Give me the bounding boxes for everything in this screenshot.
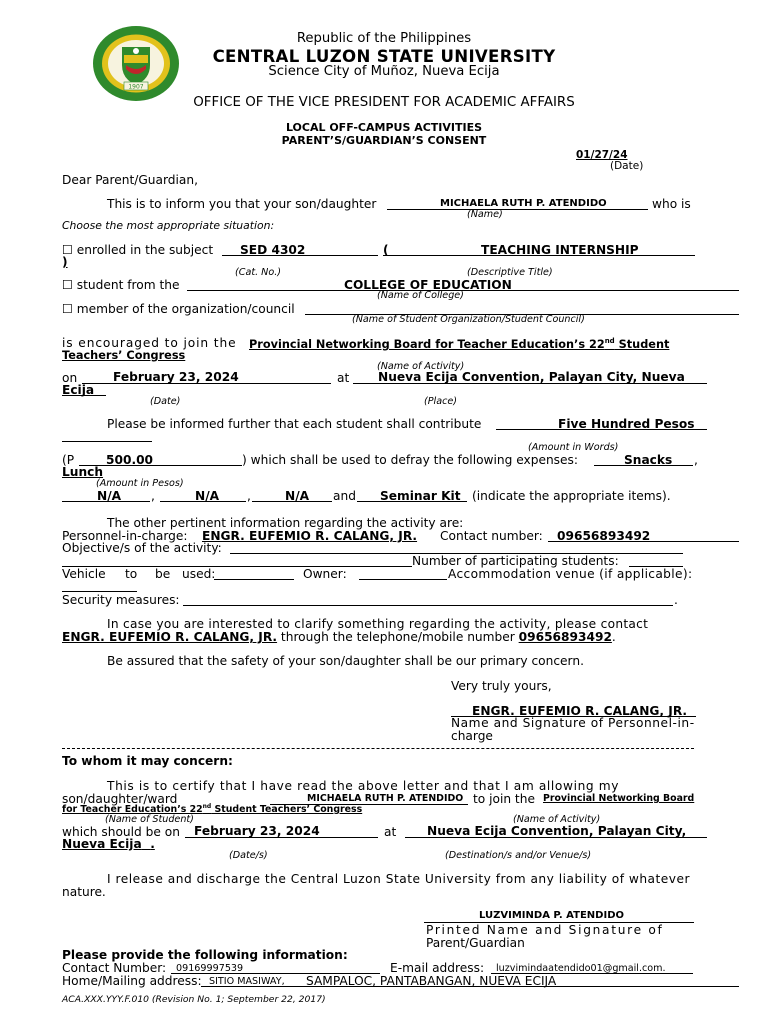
amount-words-caption: (Amount in Words) <box>528 442 619 453</box>
reply-activity-line1: Provincial Networking Board <box>543 793 695 804</box>
reply-student-name: MICHAELA RUTH P. ATENDIDO <box>307 793 464 804</box>
name-caption: (Name) <box>467 209 503 220</box>
activity-name-line1: Provincial Networking Board for Teacher Education’s 22nd Student <box>249 337 670 351</box>
p-open: (P <box>62 453 75 467</box>
expense-seminar-kit: Seminar Kit <box>380 489 461 503</box>
parent-name: LUZVIMINDA P. ATENDIDO <box>479 910 624 921</box>
email-label: E-mail address: <box>390 961 485 975</box>
activity-place-line2: Ecija <box>62 383 95 397</box>
reply-activity-line2: for Teacher Education’s 22nd Student Teachers’ Congress <box>62 803 363 816</box>
date-value: 01/27/24 <box>576 149 628 161</box>
student-name: MICHAELA RUTH P. ATENDIDO <box>440 198 607 209</box>
at-label: at <box>337 371 350 385</box>
activity-date-caption: (Date) <box>150 396 181 407</box>
expense-snacks: Snacks <box>624 453 673 467</box>
pic-label: Personnel-in-charge: <box>62 529 188 543</box>
reply-date: February 23, 2024 <box>194 824 320 838</box>
home-value-2: SAMPALOC, PANTABANGAN, NUEVA ECIJA <box>306 974 557 988</box>
which-label: which should be on <box>62 825 180 839</box>
expenses-middle: ) which shall be used to defray the following expenses: <box>242 453 578 467</box>
certify-text: This is to certify that I have read the above letter and that I am allowing my <box>107 779 620 793</box>
title-value: TEACHING INTERNSHIP <box>481 243 639 257</box>
home-label: Home/Mailing address: <box>62 974 202 988</box>
title-open-paren: ( <box>383 243 389 257</box>
email-value: luzvimindaatendido01@gmail.com. <box>496 963 666 974</box>
cat-caption: (Cat. No.) <box>235 267 282 278</box>
son-label: son/daughter/ward <box>62 792 178 806</box>
reply-heading: To whom it may concern: <box>62 754 233 768</box>
contact-number-value: 09169997539 <box>176 963 244 974</box>
form-title-1: LOCAL OFF-CAMPUS ACTIVITIES <box>285 121 483 134</box>
pic-value: ENGR. EUFEMIO R. CALANG, JR. <box>202 529 418 543</box>
reply-activity-caption: (Name of Activity) <box>513 814 601 825</box>
office-title: OFFICE OF THE VICE PRESIDENT FOR ACADEMIC AFFAIRS <box>193 95 575 110</box>
accommodation-label: Accommodation venue (if applicable): <box>448 567 693 581</box>
signer-name: ENGR. EUFEMIO R. CALANG, JR. <box>472 704 688 718</box>
on-label: on <box>62 371 78 385</box>
college-caption: (Name of College) <box>377 290 464 301</box>
enrolled-label: ☐ enrolled in the subject <box>62 243 214 257</box>
reply-at: at <box>384 825 397 839</box>
pertinent-intro: The other pertinent information regarding the activity are: <box>107 516 464 530</box>
member-label: ☐ member of the organization/council <box>62 302 295 316</box>
release-text: I release and discharge the Central Luzon State University from any liability of whatever <box>107 872 691 886</box>
expense-comma: , <box>694 453 698 467</box>
activity-prefix: is encouraged to join the <box>62 336 237 350</box>
title-close-paren: ) <box>62 255 68 269</box>
activity-name-line2: Teachers’ Congress <box>62 349 186 362</box>
signer-caption-1: Name and Signature of Personnel-in- <box>451 716 695 730</box>
university-address: Science City of Muñoz, Nueva Ecija <box>268 64 500 79</box>
reply-venue-caption: (Destination/s and/or Venue/s) <box>445 850 592 861</box>
expense-na-1: N/A <box>97 489 122 503</box>
reply-venue-line2: Nueva Ecija . <box>62 837 155 851</box>
form-title-2: PARENT’S/GUARDIAN’S CONSENT <box>281 134 487 147</box>
contact-label: Contact number: <box>440 529 543 543</box>
intro-suffix: who is <box>652 197 691 211</box>
clarify-line2: ENGR. EUFEMIO R. CALANG, JR. through the telephone/mobile number 09656893492. <box>62 630 616 644</box>
reply-student-caption: (Name of Student) <box>105 814 194 825</box>
expense-lunch: Lunch <box>62 465 104 479</box>
participants-label: Number of participating students: <box>412 554 619 568</box>
expense-na-2: N/A <box>195 489 220 503</box>
intro-prefix: This is to inform you that your son/daughter <box>107 197 377 211</box>
contact-value: 09656893492 <box>557 529 651 543</box>
cut-line <box>62 748 694 749</box>
republic-line: Republic of the Philippines <box>296 31 472 46</box>
and-label: and <box>333 489 356 503</box>
assurance-text: Be assured that the safety of your son/daughter shall be our primary concern. <box>107 654 584 668</box>
activity-place-caption: (Place) <box>424 396 457 407</box>
objective-label: Objective/s of the activity: <box>62 541 222 555</box>
reply-date-caption: (Date/s) <box>229 850 268 861</box>
amount-words: Five Hundred Pesos <box>558 417 695 431</box>
closing-text: Very truly yours, <box>451 679 552 693</box>
organization-caption: (Name of Student Organization/Student Council) <box>352 314 585 325</box>
parent-caption-1: Printed Name and Signature of <box>426 923 664 937</box>
date-caption: (Date) <box>610 160 644 172</box>
owner-label: Owner: <box>303 567 347 581</box>
provide-heading: Please provide the following information: <box>62 948 348 962</box>
reply-venue-line1: Nueva Ecija Convention, Palayan City, <box>427 824 687 838</box>
contribution-prefix: Please be informed further that each student shall contribute <box>107 417 482 431</box>
cat-no-value: SED 4302 <box>240 243 306 257</box>
title-caption: (Descriptive Title) <box>467 267 553 278</box>
signer-caption-2: charge <box>451 729 493 743</box>
clarify-text: In case you are interested to clarify something regarding the activity, please contact <box>107 617 649 631</box>
activity-caption: (Name of Activity) <box>377 361 465 372</box>
vehicle-label: Vehicle <box>62 567 106 581</box>
contact-number-label: Contact Number: <box>62 961 167 975</box>
university-name: CENTRAL LUZON STATE UNIVERSITY <box>212 47 556 66</box>
amount-pesos-caption: (Amount in Pesos) <box>96 478 184 489</box>
salutation: Dear Parent/Guardian, <box>62 173 198 187</box>
choose-instruction: Choose the most appropriate situation: <box>62 219 275 232</box>
home-value: SITIO MASIWAY, <box>209 976 285 987</box>
activity-place-line1: Nueva Ecija Convention, Palayan City, Nueva <box>378 370 685 384</box>
college-value: COLLEGE OF EDUCATION <box>344 278 512 292</box>
student-from-label: ☐ student from the <box>62 278 180 292</box>
join-label: to join the <box>473 792 535 806</box>
activity-date: February 23, 2024 <box>113 370 239 384</box>
parent-caption-2: Parent/Guardian <box>426 936 525 950</box>
amount-pesos: 500.00 <box>106 453 154 467</box>
indicate-note: (indicate the appropriate items). <box>472 489 671 503</box>
security-label: Security measures: <box>62 593 180 607</box>
seal-year: 1907 <box>128 83 144 91</box>
expense-na-3: N/A <box>285 489 310 503</box>
release-text-2: nature. <box>62 885 106 899</box>
footer-code: ACA.XXX.YYY.F.010 (Revision No. 1; September 22, 2017) <box>62 994 326 1005</box>
